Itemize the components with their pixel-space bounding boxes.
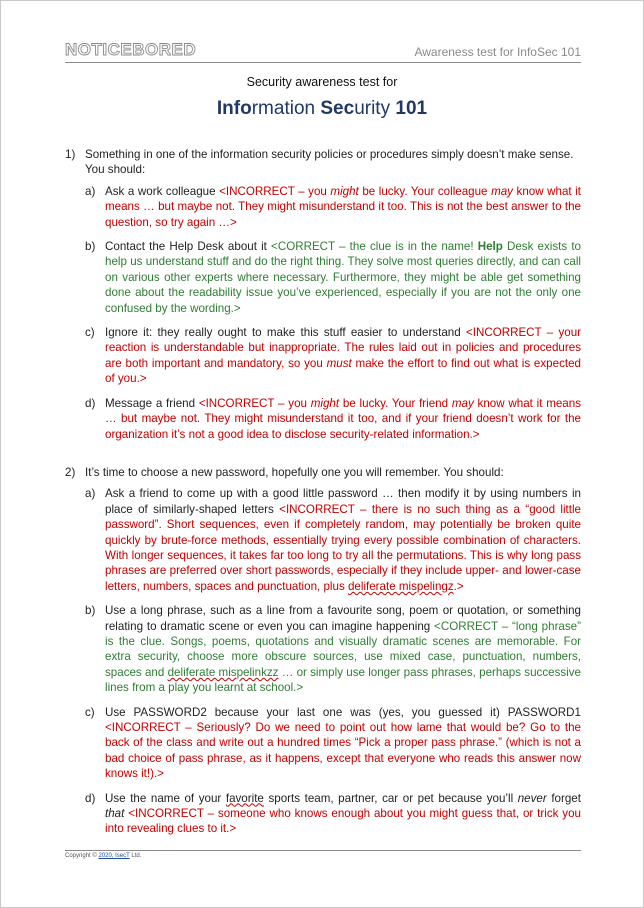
title-part-5: 101 (395, 98, 428, 119)
page-title (1, 98, 643, 120)
answer-emphasis: that (105, 807, 125, 821)
header-divider (65, 62, 581, 63)
feedback-part: <CORRECT – “long phrase” is the clue. Songs, poems, quotations and visually dramatic scenes are memorable. For extra security, choose more obscure sources, use mixed case, punctuation, numbers, spaces and (105, 619, 581, 679)
question-number: 2) (65, 465, 76, 479)
answer-letter: d) (85, 396, 96, 410)
title-part-3: Sec (320, 98, 355, 119)
answer-letter: c) (85, 705, 95, 719)
answer-option: Ask a work colleague (105, 184, 220, 198)
answer-text (105, 603, 581, 695)
feedback-emphasis: Help (477, 240, 503, 254)
misspelling: favorite (225, 791, 264, 805)
feedback-part: Desk exists to help us understand stuff and do the right thing. They solve most queries directly, and can call on various other experts where necessary. Furthermore, they might be able get something done about the readability issue you’ve experienced, especially if you are not the only one confused by the wording.> (105, 240, 581, 315)
answer-2a (85, 486, 581, 594)
answer-option: Use the name of your (105, 791, 226, 805)
title-part-1: Info (216, 98, 252, 119)
copyright-prefix: Copyright © (65, 853, 99, 859)
feedback-part: be lucky. Your friend (339, 396, 452, 410)
feedback-part: be lucky. Your colleague (358, 184, 492, 198)
answer-2c (85, 705, 581, 782)
answer-letter: a) (85, 487, 96, 501)
footer-divider (65, 850, 581, 851)
answer-emphasis: never (517, 791, 547, 805)
answer-letter: b) (85, 604, 96, 618)
answer-option: Contact the Help Desk about it (105, 240, 272, 254)
answer-2d (85, 791, 581, 837)
question-text: Something in one of the information security policies or procedures simply doesn’t make sense. You should: (85, 148, 574, 177)
feedback-part: .> (453, 579, 464, 593)
copyright-suffix: Ltd. (129, 853, 142, 859)
answer-letter: b) (85, 240, 96, 254)
answer-2b (85, 603, 581, 695)
feedback-part: make the effort to find out what is expected of you.> (105, 356, 581, 386)
answer-text (105, 396, 581, 442)
question-1-answers (85, 184, 581, 442)
answer-letter: a) (85, 184, 96, 198)
misspelling: deliferate mispelinkzz (167, 665, 279, 679)
answer-1c (85, 325, 581, 387)
answer-option: Use PASSWORD2 because your last one was (yes, you guessed it) PASSWORD1 (105, 705, 581, 719)
header-doc-title: Awareness test for InfoSec 101 (414, 45, 581, 59)
test-body (65, 147, 581, 846)
feedback-incorrect: <INCORRECT – someone who knows enough about you might guess that, or trick you into revealing clues to it.> (105, 807, 581, 836)
answer-text (105, 486, 581, 594)
title-part-2: rmation (251, 98, 321, 119)
answer-option: forget (546, 791, 581, 805)
question-2 (65, 465, 581, 480)
question-2-answers (85, 486, 581, 837)
answer-text (105, 325, 581, 387)
noticebored-logo: NOTICEBORED (65, 40, 197, 59)
answer-1a (85, 184, 581, 230)
answer-letter: d) (85, 791, 96, 805)
feedback-part: <INCORRECT – there is no such thing as a “good little password”. Short sequences, even if completely random, may potentially be broken quite quickly by brute-force methods, essentially trying every possible combination of characters. With longer sequences, it takes far too long to try all the permutations. This is why long pass phrases are preferred over short passwords, especially if they include upper- and lower-case letters, numbers, spaces and punctuation, plus (105, 502, 581, 593)
feedback-part: know what it means … but maybe not. They might misunderstand it too. This is not the best answer to the question, so try again …> (105, 184, 581, 229)
footer-copyright (65, 853, 141, 859)
question-spacer (65, 451, 581, 465)
answer-letter: c) (85, 326, 95, 340)
feedback-incorrect: <INCORRECT – Seriously? Do we need to point out how lame that would be? Go to the back of the class and write out a hundred times “Pick a proper pass phrase.” (which is not a bad choice of pass phrase, as it happens, except that everyone who reads this answer now knows it!).> (105, 721, 581, 781)
title-part-4: urity (354, 98, 396, 119)
misspelling: deliferate mispelingz (347, 579, 454, 593)
feedback-part: <INCORRECT – you (198, 396, 311, 410)
answer-text (105, 791, 581, 837)
feedback-part: know what it means … but maybe not. They might misunderstand it too, and if your friend doesn’t work for the organization it’s not a good idea to disclose security-related information.> (105, 396, 581, 441)
answer-text (105, 184, 581, 230)
feedback-incorrect (105, 503, 581, 593)
answer-option: Use a long phrase, such as a line from a favourite song, poem or quotation, or something relating to dramatic scene or even you can imagine happening (105, 604, 581, 633)
answer-1b (85, 239, 581, 316)
answer-option: Ignore it: they really ought to make this stuff easier to understand (105, 326, 466, 340)
question-1 (65, 147, 581, 178)
feedback-emphasis: might (330, 184, 359, 198)
feedback-part: <INCORRECT – you (219, 184, 331, 198)
answer-option: Ask a friend to come up with a good little password … then modify it by using numbers in place of similarly-shaped letters (105, 487, 581, 516)
feedback-emphasis: may (491, 184, 513, 198)
feedback-emphasis: might (310, 396, 340, 410)
copyright-link[interactable]: 2020, IsecT (98, 853, 130, 859)
feedback-part: … or simply use longer pass phrases, perhaps successive lines from a play you learnt at school.> (105, 665, 581, 695)
answer-1d (85, 396, 581, 442)
question-number: 1) (65, 148, 76, 161)
answer-text (105, 239, 581, 316)
feedback-part: <CORRECT – the clue is in the name! (271, 240, 478, 254)
answer-option: sports team, partner, car or pet because you’ll (263, 791, 518, 805)
question-text: It’s time to choose a new password, hopefully one you will remember. You should: (85, 465, 504, 479)
answer-option: Message a friend (105, 396, 199, 410)
feedback-part: <INCORRECT – your reaction is understandable but inappropriate. The rules laid out in policies and procedures are both important and mandatory, so you (105, 326, 581, 370)
answer-text (105, 705, 581, 782)
feedback-emphasis: may (451, 396, 474, 410)
feedback-emphasis: must (326, 356, 352, 370)
subtitle: Security awareness test for (246, 75, 398, 89)
